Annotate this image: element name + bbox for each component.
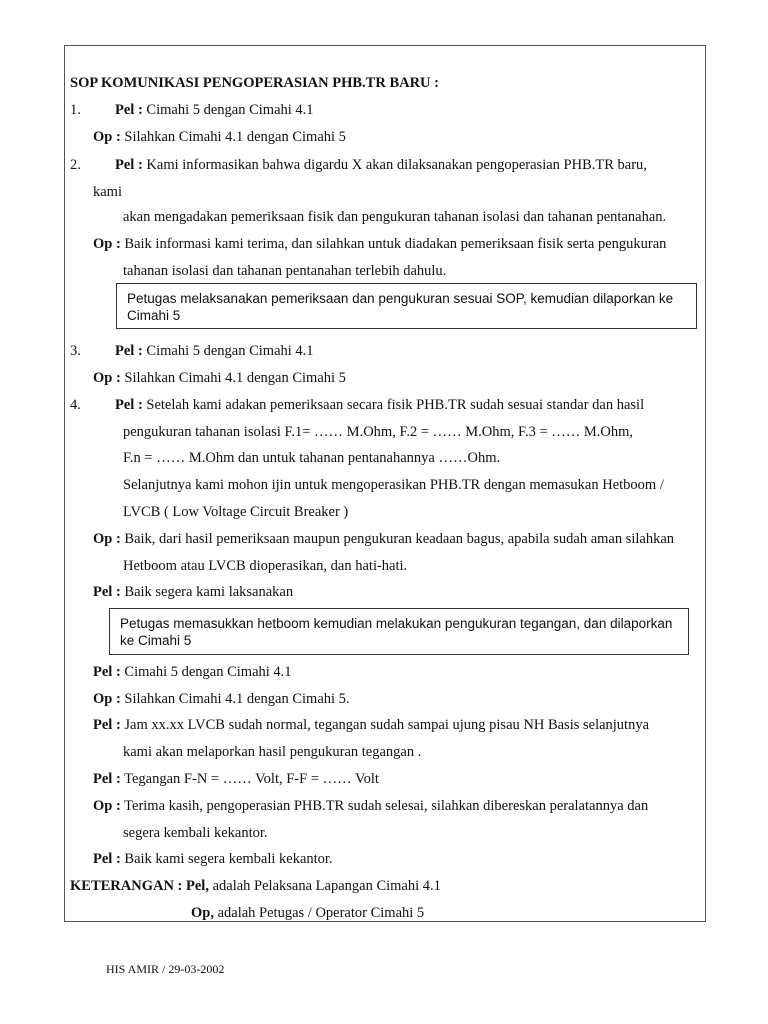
pel-text-continued: Selanjutnya kami mohon ijin untuk mengoperasikan PHB.TR dengan memasukan Hetboom / — [123, 477, 664, 493]
pel-text: Baik segera kami laksanakan — [120, 584, 294, 600]
pel-line — [93, 850, 333, 868]
op-text-continued: Hetboom atau LVCB dioperasikan, dan hati-hati. — [123, 558, 408, 574]
pel-text: Cimahi 5 dengan Cimahi 4.1 — [120, 664, 292, 680]
procedure-note-box — [109, 608, 689, 655]
pel-text: Cimahi 5 dengan Cimahi 4.1 — [142, 102, 314, 118]
op-line — [93, 128, 346, 146]
pel-text-continued: LVCB ( Low Voltage Circuit Breaker ) — [123, 504, 349, 520]
pel-line — [115, 396, 644, 414]
note-text: Cimahi 5 — [127, 308, 181, 323]
op-line — [93, 797, 648, 815]
op-label: Op : — [93, 236, 121, 252]
note-text: Petugas memasukkan hetboom kemudian melakukan pengukuran tegangan, dan dilaporkan — [120, 616, 673, 631]
op-label: Op : — [93, 370, 121, 386]
note-text: ke Cimahi 5 — [120, 633, 192, 648]
pel-line — [93, 716, 649, 734]
step-number: 4. — [70, 397, 81, 413]
op-label: Op, — [191, 905, 214, 921]
pel-text-continued: kami — [93, 184, 122, 200]
op-line — [93, 369, 346, 387]
note-text: Petugas melaksanakan pemeriksaan dan pengukuran sesuai SOP, kemudian dilaporkan ke — [127, 291, 674, 306]
op-text-continued: segera kembali kekantor. — [123, 825, 268, 841]
pel-line — [115, 342, 314, 360]
keterangan-label: KETERANGAN : — [70, 878, 183, 894]
pel-label: Pel : — [115, 397, 143, 413]
op-label: Op : — [93, 691, 121, 707]
op-line — [93, 690, 350, 708]
procedure-note-box — [116, 283, 697, 329]
op-text-continued: tahanan isolasi dan tahanan pentanahan terlebih dahulu. — [123, 263, 447, 279]
op-label: Op : — [93, 798, 121, 814]
step-number: 2. — [70, 157, 81, 173]
document-title: SOP KOMUNIKASI PENGOPERASIAN PHB.TR BARU : — [70, 75, 439, 91]
pel-label: Pel : — [93, 584, 121, 600]
pel-line — [93, 583, 293, 601]
op-text: Terima kasih, pengoperasian PHB.TR sudah selesai, silahkan dibereskan peralatannya dan — [120, 798, 649, 814]
op-label: Op : — [93, 129, 121, 145]
pel-label: Pel : — [93, 771, 121, 787]
op-line — [93, 235, 666, 253]
pel-text-continued: kami akan melaporkan hasil pengukuran tegangan . — [123, 744, 422, 760]
pel-line — [115, 101, 314, 119]
pel-text: Cimahi 5 dengan Cimahi 4.1 — [142, 343, 314, 359]
pel-label: Pel : — [115, 157, 143, 173]
keterangan-line — [70, 877, 441, 895]
pel-text: Baik kami segera kembali kekantor. — [120, 851, 333, 867]
pel-text-continued: pengukuran tahanan isolasi F.1= …… M.Ohm, F.2 = …… M.Ohm, F.3 = …… M.Ohm, — [123, 424, 634, 440]
pel-label: Pel : — [115, 102, 143, 118]
op-definition: adalah Petugas / Operator Cimahi 5 — [213, 905, 425, 921]
pel-label: Pel : — [93, 664, 121, 680]
op-text: Baik informasi kami terima, dan silahkan untuk diadakan pemeriksaan fisik serta pengukuran — [120, 236, 667, 252]
pel-label: Pel, — [182, 878, 209, 894]
op-text: Silahkan Cimahi 4.1 dengan Cimahi 5 — [120, 370, 346, 386]
op-label: Op : — [93, 531, 121, 547]
pel-text-continued: F.n = …… M.Ohm dan untuk tahanan pentanahannya ……Ohm. — [123, 450, 501, 466]
pel-label: Pel : — [93, 717, 121, 733]
pel-label: Pel : — [115, 343, 143, 359]
pel-line — [93, 770, 379, 788]
step-number: 3. — [70, 343, 81, 359]
pel-text: Jam xx.xx LVCB sudah normal, tegangan sudah sampai ujung pisau NH Basis selanjutnya — [120, 717, 650, 733]
op-line — [93, 530, 674, 548]
pel-definition: adalah Pelaksana Lapangan Cimahi 4.1 — [208, 878, 441, 894]
pel-text: Setelah kami adakan pemeriksaan secara fisik PHB.TR sudah sesuai standar dan hasil — [142, 397, 645, 413]
pel-line — [115, 156, 647, 174]
pel-text-continued: akan mengadakan pemeriksaan fisik dan pengukuran tahanan isolasi dan tahanan pentanahan. — [123, 209, 667, 225]
step-number: 1. — [70, 102, 81, 118]
pel-text: Tegangan F-N = …… Volt, F-F = …… Volt — [120, 771, 379, 787]
pel-text: Kami informasikan bahwa digardu X akan dilaksanakan pengoperasian PHB.TR baru, — [142, 157, 647, 173]
op-text: Baik, dari hasil pemeriksaan maupun pengukuran keadaan bagus, apabila sudah aman silahkan — [120, 531, 675, 547]
footer-author-date: HIS AMIR / 29-03-2002 — [106, 962, 225, 976]
keterangan-line — [191, 904, 424, 922]
pel-label: Pel : — [93, 851, 121, 867]
pel-line — [93, 663, 292, 681]
op-text: Silahkan Cimahi 4.1 dengan Cimahi 5. — [120, 691, 350, 707]
op-text: Silahkan Cimahi 4.1 dengan Cimahi 5 — [120, 129, 346, 145]
